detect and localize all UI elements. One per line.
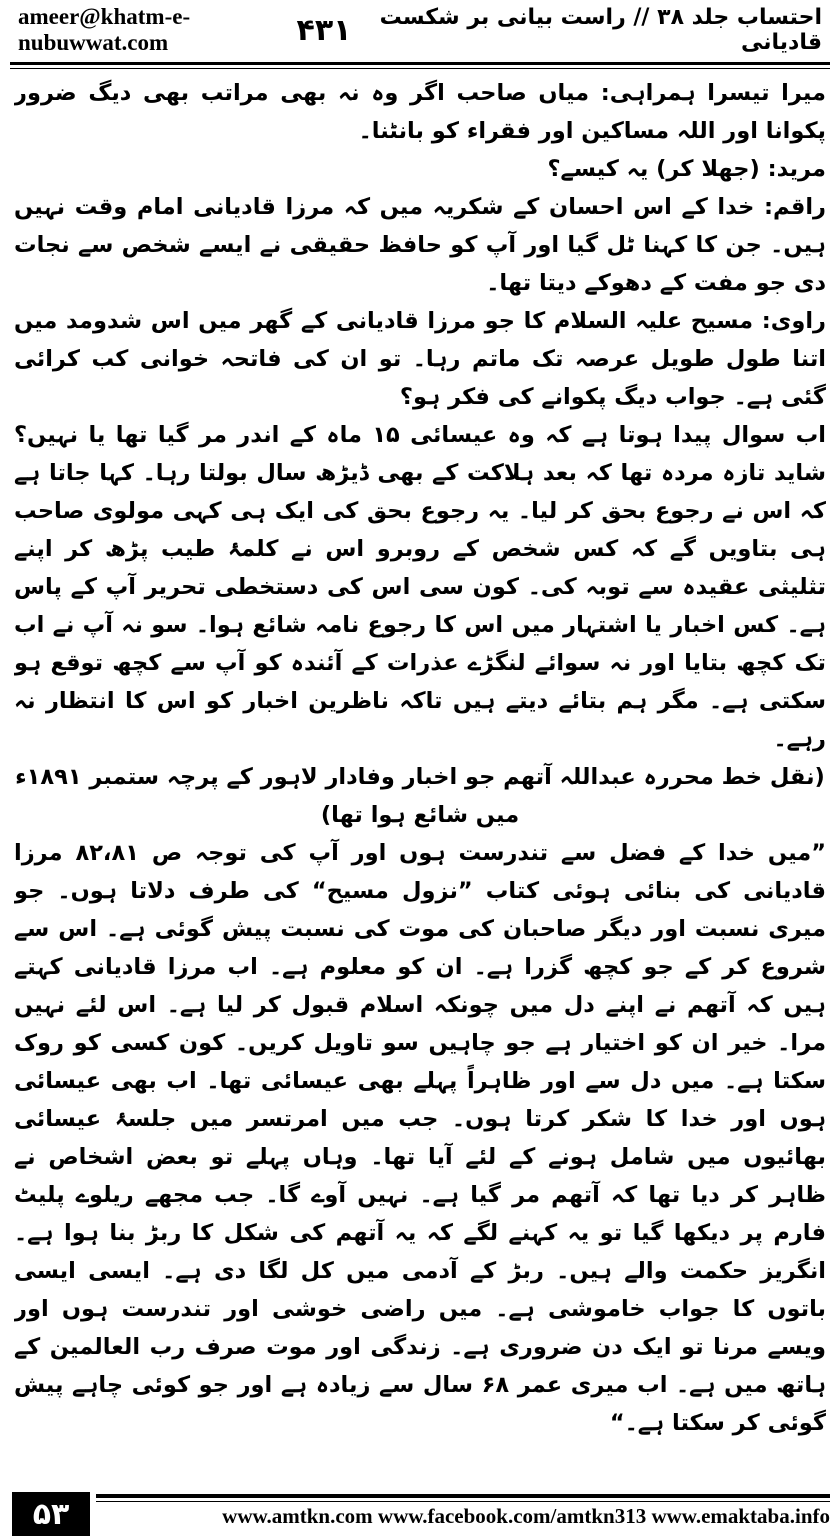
page-body	[14, 74, 826, 1484]
header-rule-thin	[10, 68, 830, 69]
footer-page-number: ۵۳	[12, 1492, 90, 1536]
header-rule	[10, 62, 830, 65]
header-page-number: ۴۳۱	[296, 12, 352, 48]
book-title: احتساب جلد ۳۸ // راست بیانی بر شکست قادیانی	[379, 5, 822, 55]
paragraph-letter-heading: (نقل خط محررہ عبداللہ آتھم جو اخبار وفادار لاہور کے پرچہ ستمبر ۱۸۹۱ء میں شائع ہوا تھا)	[15, 764, 825, 828]
page-header	[0, 0, 840, 60]
footer-rule	[96, 1494, 830, 1498]
footer-links: www.amtkn.com www.facebook.com/amtkn313 www.emaktaba.info	[222, 1504, 830, 1528]
page-footer	[0, 1492, 840, 1540]
paragraph-disciple: مرید: (جھلا کر) یہ کیسے؟	[547, 156, 826, 182]
header-email: ameer@khatm-e-nubuwwat.com	[18, 4, 191, 55]
paragraph-author: راقم: خدا کے اس احسان کے شکریہ میں کہ مرزا قادیانی امام وقت نہیں ہیں۔ جن کا کہنا ٹل گیا اور آپ کو حافظ حقیقی نے ایسے شخص سے نجات دی جو مفت کے دھوکے دیتا تھا۔	[14, 194, 826, 296]
paragraph-third-companion: میرا تیسرا ہمراہی: میاں صاحب اگر وہ نہ بھی مراتب بھی دیگ ضرور پکوانا اور اللہ مساکین اور فقراء کو بانٹنا۔	[14, 80, 826, 144]
header-title-group	[297, 5, 822, 55]
paragraph-letter-quote: ”میں خدا کے فضل سے تندرست ہوں اور آپ کی توجہ ص ۸۲،۸۱ مرزا قادیانی کی بنائی ہوئی کتاب ”نزول مسیح“ کی طرف دلاتا ہوں۔ جو میری نسبت اور دیگر صاحبان کی موت کی نسبت پیش گوئی ہے۔ اس سے شروع کر کے جو کچھ گزرا ہے۔ ان کو معلوم ہے۔ اب مرزا قادیانی کہتے ہیں کہ آتھم نے اپنے دل میں چونکہ اسلام قبول کر لیا ہے۔ اس لئے نہیں مرا۔ خیر ان کو اختیار ہے جو چاہیں سو تاویل کریں۔ کون کسی کو روک سکتا ہے۔ میں دل سے اور ظاہراً پہلے بھی عیسائی تھا۔ اب بھی عیسائی ہوں اور خدا کا شکر کرتا ہوں۔ جب میں امرتسر میں جلسۂ عیسائی بھائیوں میں شامل ہونے کے لئے آیا تھا۔ وہاں پہلے تو بعض اشخاص نے ظاہر کر دیا تھا کہ آتھم مر گیا ہے۔ نہیں آوے گا۔ جب مجھے ریلوے پلیٹ فارم پر دیکھا گیا تو یہ کہنے لگے کہ یہ آتھم کی شکل کا ربڑ بنا ہوا ہے۔ انگریز حکمت والے ہیں۔ ربڑ کے آدمی میں کل لگا دی ہے۔ ایسی ایسی باتوں کا جواب خاموشی ہے۔ میں راضی خوشی اور تندرست ہوں اور ویسے مرنا تو ایک دن ضروری ہے۔ زندگی اور موت صرف رب العالمین کے ہاتھ میں ہے۔ اب میری عمر ۶۸ سال سے زیادہ ہے اور جو کوئی چاہے پیش گوئی کر سکتا ہے۔“	[14, 840, 826, 1436]
paragraph-narrator: راوی: مسیح علیہ السلام کا جو مرزا قادیانی کے گھر میں اس شدومد میں اتنا طول طویل عرصہ تک ماتم رہا۔ تو ان کی فاتحہ خوانی کب کرائی گئی ہے۔ جواب دیگ پکوانے کی فکر ہو؟	[14, 308, 826, 410]
footer-rule-thin	[96, 1501, 830, 1502]
paragraph-question: اب سوال پیدا ہوتا ہے کہ وہ عیسائی ۱۵ ماہ کے اندر مر گیا تھا یا نہیں؟ شاید تازہ مردہ تھا کہ بعد ہلاکت کے بھی ڈیڑھ سال بولتا رہا۔ کہا جاتا ہے کہ اس نے رجوع بحق کر لیا۔ یہ رجوع بحق کی ایک ہی کہی مولوی صاحب ہی بتاویں گے کہ کس شخص کے روبرو اس نے کلمۂ طیب پڑھ کر اپنے تثلیثی عقیدہ سے توبہ کی۔ کون سی اس کی دستخطی تحریر آپ کے پاس ہے۔ کس اخبار یا اشتہار میں اس کا رجوع نامہ شائع ہوا۔ سو نہ آپ نے اب تک کچھ بتایا اور نہ سوائے لنگڑے عذرات کے آئندہ کو آپ سے کچھ توقع ہو سکتی ہے۔ مگر ہم بتائے دیتے ہیں تاکہ ناظرین اخبار کو اس کا انتظار نہ رہے۔	[14, 422, 826, 752]
